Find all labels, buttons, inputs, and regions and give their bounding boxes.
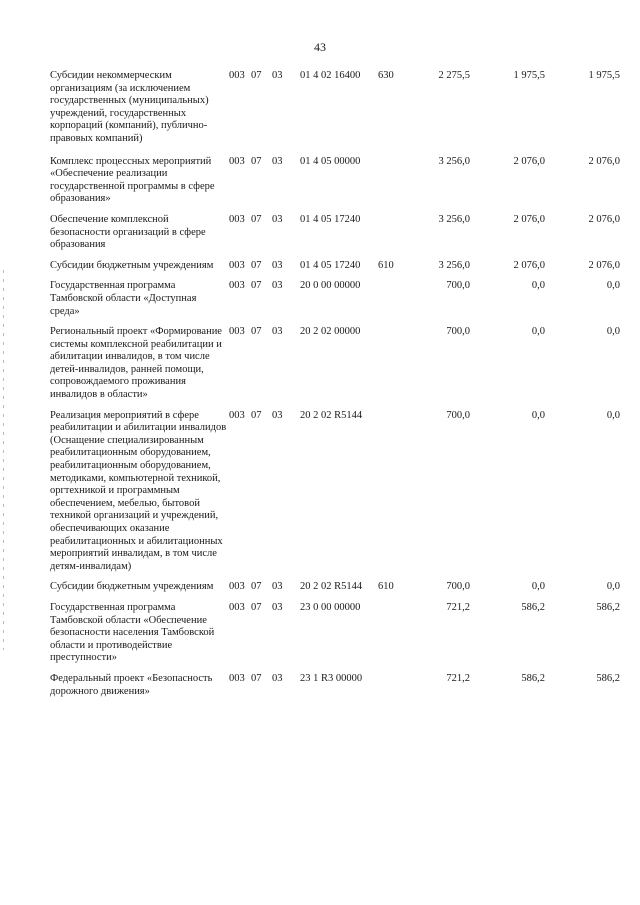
section-code: 07 [251, 280, 262, 292]
amount-year-3: 2 076,0 [588, 213, 620, 225]
row-name: Государственная программа Тамбовской области «Обеспечение безопасности населения Тамбовской области и противодействие преступности» [50, 601, 215, 664]
subsection-code: 03 [272, 581, 283, 593]
amount-year-1: 3 256,0 [438, 213, 470, 225]
page-number: 43 [314, 40, 326, 54]
row-name: Обеспечение комплексной безопасности организаций в сфере образования [50, 213, 206, 251]
amount-year-2: 586,2 [521, 601, 545, 613]
section-code: 07 [251, 409, 262, 421]
ved-code: 003 [229, 326, 245, 338]
amount-year-2: 2 076,0 [513, 213, 545, 225]
ved-code: 003 [229, 409, 245, 421]
expense-type-code: 610 [378, 581, 394, 593]
amount-year-1: 721,2 [446, 601, 470, 613]
amount-year-2: 2 076,0 [513, 155, 545, 167]
section-code: 07 [251, 259, 262, 271]
table-row [0, 156, 640, 206]
table-row [0, 214, 640, 252]
amount-year-3: 586,2 [596, 601, 620, 613]
ved-code: 003 [229, 280, 245, 292]
table-row [0, 70, 640, 146]
subsection-code: 03 [272, 213, 283, 225]
amount-year-1: 700,0 [446, 326, 470, 338]
table-row [0, 326, 640, 402]
amount-year-2: 1 975,5 [513, 70, 545, 81]
table-row [0, 410, 640, 574]
section-code: 07 [251, 213, 262, 225]
amount-year-2: 0,0 [531, 409, 545, 421]
section-code: 07 [251, 155, 262, 167]
subsection-code: 03 [272, 259, 283, 271]
table-row [0, 602, 640, 665]
amount-year-1: 3 256,0 [438, 155, 470, 167]
row-name: Комплекс процессных мероприятий «Обеспечение реализации государственной программы в сфере образования» [50, 155, 215, 205]
amount-year-3: 0,0 [606, 326, 620, 338]
amount-year-3: 0,0 [606, 280, 620, 292]
row-name: Субсидии бюджетным учреждениям [50, 581, 214, 593]
ved-code: 003 [229, 155, 245, 167]
target-article-code: 01 4 02 16400 [300, 70, 361, 81]
row-name: Субсидии некоммерческим организациям (за исключением государственных (муниципальных) учреждений, государственных корпораций (компаний), публично-правовых компаний) [50, 70, 209, 144]
target-article-code: 01 4 05 17240 [300, 213, 361, 225]
subsection-code: 03 [272, 155, 283, 167]
amount-year-2: 0,0 [531, 326, 545, 338]
target-article-code: 20 2 02 R5144 [300, 581, 363, 593]
section-code: 07 [251, 581, 262, 593]
ved-code: 003 [229, 601, 245, 613]
target-article-code: 01 4 05 17240 [300, 259, 361, 271]
subsection-code: 03 [272, 280, 283, 292]
ved-code: 003 [229, 70, 245, 81]
target-article-code: 20 2 02 00000 [300, 326, 361, 338]
amount-year-2: 586,2 [521, 672, 545, 684]
ved-code: 003 [229, 581, 245, 593]
amount-year-1: 700,0 [446, 581, 470, 593]
row-name: Государственная программа Тамбовской области «Доступная среда» [50, 280, 197, 317]
amount-year-3: 586,2 [596, 672, 620, 684]
amount-year-1: 3 256,0 [438, 259, 470, 271]
amount-year-1: 700,0 [446, 409, 470, 421]
target-article-code: 01 4 05 00000 [300, 155, 361, 167]
amount-year-1: 721,2 [446, 672, 470, 684]
amount-year-3: 1 975,5 [588, 70, 620, 81]
target-article-code: 20 0 00 00000 [300, 280, 361, 292]
amount-year-1: 2 275,5 [438, 70, 470, 81]
subsection-code: 03 [272, 70, 283, 81]
expense-type-code: 610 [378, 259, 394, 271]
section-code: 07 [251, 70, 262, 81]
subsection-code: 03 [272, 326, 283, 338]
section-code: 07 [251, 326, 262, 338]
target-article-code: 23 1 R3 00000 [300, 672, 363, 684]
subsection-code: 03 [272, 601, 283, 613]
amount-year-3: 0,0 [606, 409, 620, 421]
expense-type-code: 630 [378, 70, 394, 81]
subsection-code: 03 [272, 409, 283, 421]
table-row [0, 280, 640, 318]
section-code: 07 [251, 672, 262, 684]
target-article-code: 23 0 00 00000 [300, 601, 361, 613]
ved-code: 003 [229, 672, 245, 684]
target-article-code: 20 2 02 R5144 [300, 409, 363, 421]
subsection-code: 03 [272, 672, 283, 684]
row-name: Реализация мероприятий в сфере реабилитации и абилитации инвалидов (Оснащение специализированным реабилитационным оборудованием, реабилитационным оборудованием, методиками, компьютерной техникой, оргтехникой и программным обеспечением, мебелью, бытовой техникой организаций и учреждений, обеспечивающих оказание реабилитационных и абилитационных мероприятий инвалидам, в том числе детям-инвалидам) [50, 409, 227, 572]
amount-year-3: 0,0 [606, 581, 620, 593]
amount-year-2: 0,0 [531, 581, 545, 593]
row-name: Федеральный проект «Безопасность дорожного движения» [50, 672, 213, 697]
amount-year-3: 2 076,0 [588, 155, 620, 167]
table-row [0, 581, 640, 594]
row-name: Региональный проект «Формирование системы комплексной реабилитации и абилитации инвалидов, в том числе детей-инвалидов, ранней помощи, сопровождаемого проживания инвалидов в области» [50, 326, 222, 401]
amount-year-1: 700,0 [446, 280, 470, 292]
ved-code: 003 [229, 259, 245, 271]
section-code: 07 [251, 601, 262, 613]
budget-table [0, 70, 640, 698]
amount-year-2: 0,0 [531, 280, 545, 292]
amount-year-3: 2 076,0 [588, 259, 620, 271]
table-row [0, 260, 640, 273]
ved-code: 003 [229, 213, 245, 225]
table-row [0, 673, 640, 698]
amount-year-2: 2 076,0 [513, 259, 545, 271]
row-name: Субсидии бюджетным учреждениям [50, 259, 214, 271]
